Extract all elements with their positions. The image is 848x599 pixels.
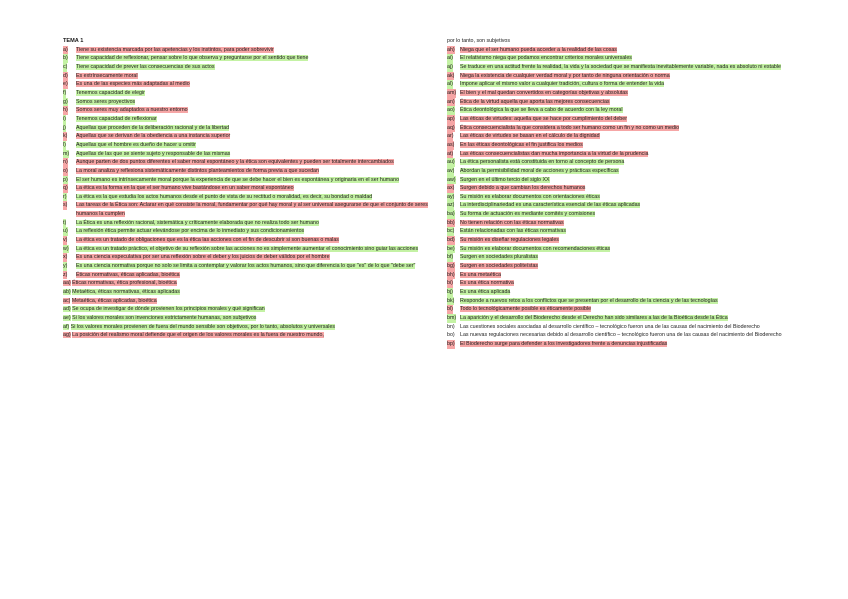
- question-item: [447, 210, 805, 219]
- item-label: ae): [63, 315, 71, 321]
- question-item: [447, 331, 805, 340]
- item-text: La Ética es una reflexión racional, sistemática y críticamente elaborada que no realiza todo ser humano: [76, 219, 319, 226]
- item-label: av): [447, 167, 455, 174]
- question-item: [63, 262, 437, 271]
- item-label: ap): [447, 115, 455, 122]
- item-text: El relativismo niega que podamos encontrar criterios morales universales: [460, 55, 632, 62]
- item-text: Las éticas consecuencialistas dan mucha importancia a la virtud de la prudencia: [460, 150, 649, 157]
- item-label: at): [447, 150, 454, 157]
- question-item: [63, 89, 437, 98]
- item-label: q): [63, 185, 68, 192]
- item-label: ar): [447, 133, 454, 140]
- item-text: Es una de las especies más adaptadas al medio: [76, 81, 190, 88]
- item-label: v): [63, 237, 68, 244]
- item-label: bj): [447, 289, 453, 296]
- item-text: Aquellas de las que se siente sujeto y responsable de las mismas: [76, 150, 231, 157]
- question-item: [63, 314, 437, 323]
- question-item: [63, 297, 437, 306]
- item-label: bi): [447, 280, 453, 287]
- item-text: Aquellas que proceden de la deliberación racional y de la libertad: [76, 124, 230, 131]
- item-text: Ética deontológica la que se lleva a cabo de acuerdo con la ley moral: [460, 107, 623, 114]
- item-text: Es una ética normativa: [460, 280, 514, 287]
- item-label: m): [63, 150, 70, 157]
- item-label: an): [447, 98, 455, 105]
- question-item: [63, 288, 437, 297]
- item-text: La ética es la forma en la que el ser humano vive bastándose en un saber moral espontáneo: [76, 185, 294, 192]
- question-item: [63, 124, 437, 133]
- item-label: s): [63, 202, 68, 209]
- item-label: ax): [447, 185, 455, 192]
- question-item: [63, 98, 437, 107]
- item-label: ad): [63, 306, 71, 313]
- item-label: p): [63, 176, 68, 183]
- question-item: [63, 236, 437, 245]
- item-label: bm): [447, 315, 457, 321]
- item-text: Su misión es elaborar documentos con recomendaciones éticas: [460, 245, 611, 252]
- question-item: [447, 124, 805, 133]
- item-text: Ética de la virtud aquella que aporta las mejores consecuencias: [460, 98, 610, 105]
- question-item: [63, 176, 437, 185]
- item-label: ay): [447, 193, 455, 200]
- question-item: [63, 184, 437, 193]
- item-label: j): [63, 124, 66, 131]
- question-item: [63, 279, 437, 288]
- item-label: a): [63, 46, 68, 53]
- item-label: bn): [447, 323, 455, 330]
- question-item: [447, 297, 805, 306]
- question-item: [63, 245, 437, 254]
- item-text: Las tareas de la Ética son: Aclarar en qué consiste la moral, fundamentar por qué hay moral y al ser universal asegurarse de que el conjunto de seres humanos la cumplen: [76, 202, 428, 218]
- question-item: [447, 115, 805, 124]
- item-label: ao): [447, 107, 455, 114]
- item-label: bk): [447, 297, 455, 304]
- question-item: [447, 201, 805, 210]
- item-label: e): [63, 81, 68, 88]
- question-item: [447, 219, 805, 228]
- item-label: az): [447, 202, 455, 209]
- question-item: [63, 72, 437, 81]
- question-item: [63, 158, 437, 167]
- item-text: Es extrínsecamente moral: [76, 72, 138, 79]
- question-item: [447, 132, 805, 141]
- item-label: al): [447, 81, 453, 88]
- item-label: as): [447, 141, 455, 148]
- question-item: [447, 46, 805, 55]
- item-text: El bien y el mal quedan convertidos en categorías objetivas y absolutas: [460, 89, 628, 96]
- question-item: [63, 150, 437, 159]
- question-item: [447, 158, 805, 167]
- question-item: [447, 150, 805, 159]
- item-text: Tenemos capacidad de reflexionar: [76, 115, 157, 122]
- item-text: Surgen en sociedades pluralistas: [460, 254, 539, 261]
- question-item: [63, 46, 437, 55]
- item-label: ak): [447, 72, 455, 79]
- question-item: [63, 201, 437, 218]
- question-item: [63, 323, 437, 332]
- item-text: La reflexión ética permite actuar elevándose por encima de lo inmediato y sus condicionamientos: [76, 228, 305, 235]
- question-item: [447, 98, 805, 107]
- item-text: La aparición y el desarrollo del Bioderecho desde el Derecho han sido similares a las de la Bioética desde la Ética: [460, 315, 728, 321]
- question-item: [447, 245, 805, 254]
- item-text: Su forma de actuación es mediante comités y comisiones: [460, 211, 596, 218]
- item-text: Tenemos capacidad de elegir: [76, 89, 145, 96]
- item-label: w): [63, 245, 69, 252]
- item-label: ba): [447, 211, 455, 218]
- item-label: ai): [447, 55, 453, 62]
- item-text: La posición del realismo moral defiende que el origen de los valores morales es la fuera de nuestro mundo,: [72, 332, 324, 339]
- question-item: [447, 262, 805, 271]
- question-item: [63, 305, 437, 314]
- item-label: t): [63, 219, 67, 226]
- item-text: Si los valores morales son invenciones estrictamente humanas, son subjetivos: [72, 315, 257, 321]
- question-item: [63, 227, 437, 236]
- question-item: [447, 106, 805, 115]
- item-label: aw): [447, 176, 456, 183]
- item-label: k): [63, 133, 68, 140]
- item-label: x): [63, 254, 68, 261]
- question-item: [447, 271, 805, 280]
- item-label: aj): [447, 63, 453, 70]
- item-label: u): [63, 228, 68, 235]
- item-label: bl): [447, 306, 453, 313]
- item-text: Somos seres muy adaptados a nuestro entorno: [76, 107, 188, 114]
- item-text: La ética es un tratado de obligaciones que es la ética las acciones con el fin de descubrir si son buenas o malas: [76, 237, 339, 244]
- item-label: y): [63, 263, 68, 270]
- left-column: [63, 37, 437, 340]
- item-label: bg): [447, 263, 455, 270]
- question-item: [447, 253, 805, 262]
- item-label: d): [63, 72, 68, 79]
- item-text: La ética es la que estudia los actos humanos desde el punto de vista de su rectitud o moralidad, es decir, su bondad o maldad: [76, 193, 373, 200]
- item-text: Es una ética aplicada: [460, 289, 511, 296]
- item-text: Se ocupa de investigar de dónde provienen los principios morales y qué significan: [72, 306, 265, 313]
- item-text: Si los valores morales provienen de fuera del mundo sensible son objetivos, por lo tanto, absolutos y universales: [70, 323, 336, 330]
- item-text: Se traduce en una actitud frente la realidad, la vida y la sociedad que se manifiesta inevitablemente variable, nada es absoluto ni estable: [460, 63, 781, 70]
- item-text: Niega que el ser humano pueda acceder a la realidad de las cosas: [460, 46, 617, 53]
- item-label: n): [63, 159, 68, 166]
- item-text: La moral analiza y reflexiona sistemáticamente distintos planteamientos de forma previa a que sucedan: [76, 167, 319, 174]
- item-text: Tiene capacidad de prever las consecuencias de sus actos: [76, 63, 215, 70]
- page-heading: TEMA 1: [63, 38, 84, 44]
- item-text: La ética personalista está constituida en torno al concepto de persona: [460, 159, 625, 166]
- question-item: [63, 115, 437, 124]
- item-label: h): [63, 107, 68, 114]
- item-text: La ética es un tratado práctico, el objetivo de su reflexión sobre las acciones no es simplemente aumentar el conocimiento sino guiar las acciones: [76, 245, 419, 252]
- item-text: Tiene capacidad de reflexionar, pensar sobre lo que observa y preguntarse por el sentido que tiene: [76, 55, 309, 62]
- item-text: El Bioderecho surge para defender a los investigadores frente a denuncias injustificadas: [460, 340, 668, 347]
- item-label: am): [447, 89, 457, 96]
- question-item: [63, 132, 437, 141]
- item-label: b): [63, 55, 68, 62]
- item-text: No tienen relación con las éticas normativas: [460, 219, 564, 226]
- item-text: Su misión es diseñar regulaciones legales: [460, 237, 559, 244]
- question-item: [447, 340, 805, 349]
- item-text: Aquellas que se derivan de la obediencia a una instancia superior: [76, 133, 231, 140]
- item-text: El ser humano es intrínsecamente moral porque la experiencia de que se debe hacer el bien es espontánea y originaria en el ser humano: [76, 176, 400, 183]
- item-text: Las éticas de virtudes se basan en el cálculo de la dignidad: [460, 133, 600, 140]
- item-label: l): [63, 141, 66, 148]
- item-label: bd): [447, 237, 455, 244]
- question-item: [447, 141, 805, 150]
- question-item: [63, 80, 437, 89]
- item-text: Aquellas que el hombre es dueño de hacer u omitir: [76, 141, 196, 148]
- item-text: Metaética, éticas normativas, éticas aplicadas: [72, 289, 180, 296]
- item-label: z): [63, 271, 68, 278]
- item-text: Las cuestiones sociales asociadas al desarrollo científico – tecnológico fueron una de las causas del nacimiento del Bioderecho: [460, 323, 760, 330]
- item-text: Impone aplicar el mismo valor a cualquier tradición, cultura o forma de entender la vida: [460, 81, 665, 88]
- question-item: [447, 63, 805, 72]
- item-text: Abordan la permisibilidad moral de acciones y prácticas específicas: [460, 167, 619, 174]
- item-label: bp): [447, 340, 455, 347]
- item-label: bo): [447, 332, 455, 339]
- question-item: [63, 63, 437, 72]
- question-item: [63, 106, 437, 115]
- item-text: Ética consecuencialista la que considera a todo ser humano como un fin y no como un medio: [460, 124, 680, 131]
- question-item: [447, 184, 805, 193]
- item-text: Surgen en el último tercio del siglo XX: [460, 176, 550, 183]
- question-item: [447, 193, 805, 202]
- continuation-text: por lo tanto, son subjetivos: [447, 38, 511, 44]
- item-text: Tiene su existencia marcada por las apetencias y los instintos, para poder sobrevivir: [76, 46, 274, 53]
- question-item: [63, 219, 437, 228]
- question-item: [447, 227, 805, 236]
- item-label: ab): [63, 289, 71, 296]
- item-text: Todo lo tecnológicamente posible es éticamente posible: [460, 306, 592, 313]
- question-item: [63, 167, 437, 176]
- item-label: ah): [447, 46, 455, 53]
- question-item: [63, 271, 437, 280]
- item-text: La interdisciplinariedad es una característica esencial de las éticas aplicadas: [460, 202, 641, 209]
- question-item: [447, 236, 805, 245]
- item-label: bc): [447, 228, 455, 235]
- right-column: [447, 37, 805, 349]
- item-label: g): [63, 98, 68, 105]
- item-label: be): [447, 245, 455, 252]
- item-text: Es una ciencia normativa porque no solo se limita a contemplar y valorar los actos humanos, sino que diferencia lo que "es" de lo que "debe ser": [76, 263, 416, 270]
- item-label: bf): [447, 254, 454, 261]
- question-item: [447, 89, 805, 98]
- item-text: Su misión es elaborar documentos con orientaciones éticas: [460, 193, 600, 200]
- item-label: o): [63, 167, 68, 174]
- question-item: [447, 54, 805, 63]
- item-text: Están relacionadas con las éticas normativas: [460, 228, 566, 235]
- item-text: Responde a nuevos retos a los conflictos que se presentan por el desarrollo de la ciencia y de las tecnologías: [460, 297, 718, 304]
- item-text: Éticas normativas, ética profesional, bioética: [72, 280, 177, 287]
- item-text: Surgen debido a que cambian los derechos humanos: [460, 185, 586, 192]
- item-label: ac): [63, 297, 71, 304]
- item-label: c): [63, 63, 68, 70]
- item-text: Surgen en sociedades politeístas: [460, 263, 539, 270]
- item-text: En las éticas deontológicas el fin justifica los medios: [460, 141, 583, 148]
- item-label: i): [63, 115, 66, 122]
- question-item: [447, 323, 805, 332]
- question-item: [447, 288, 805, 297]
- question-item: [447, 305, 805, 314]
- item-label: au): [447, 159, 455, 166]
- item-text: Niega la existencia de cualquier verdad moral y por tanto de ninguna orientación o norma: [460, 72, 670, 79]
- item-label: bb): [447, 219, 455, 226]
- question-item: [447, 176, 805, 185]
- item-text: Aunque parten de dos puntos diferentes el saber moral espontáneo y la ética son equivalentes y pueden ser totalmente intercambiados: [76, 159, 394, 166]
- item-label: af): [63, 323, 70, 330]
- item-text: Es una metaética: [460, 271, 501, 278]
- item-label: aa): [63, 280, 71, 287]
- question-item: [63, 331, 437, 340]
- item-label: f): [63, 89, 67, 96]
- item-text: Somos seres proyectivos: [76, 98, 136, 105]
- item-label: bh): [447, 271, 455, 278]
- question-item: [447, 314, 805, 323]
- item-text: Las éticas de virtudes: aquella que se hace por cumplimiento del deber: [460, 115, 627, 122]
- question-item: [447, 72, 805, 81]
- question-item: [447, 167, 805, 176]
- item-label: r): [63, 193, 67, 200]
- item-text: Las nuevas regulaciones necesarias debido al desarrollo científico – tecnológico fueron una de las causas del nacimiento del Bioderecho: [460, 332, 782, 339]
- question-item: [63, 253, 437, 262]
- question-item: [447, 279, 805, 288]
- question-item: [63, 141, 437, 150]
- item-label: ag): [63, 332, 71, 339]
- item-text: Éticas normativas, éticas aplicadas, bioética: [76, 271, 180, 278]
- item-text: Metaética, éticas aplicadas, bioética: [71, 297, 157, 304]
- question-item: [63, 193, 437, 202]
- item-text: Es una ciencia especulativa por ser una reflexión sobre el deber y los juicios de deber válidos por el hombre: [76, 254, 330, 261]
- item-label: aq): [447, 124, 455, 131]
- question-item: [63, 54, 437, 63]
- question-item: [447, 80, 805, 89]
